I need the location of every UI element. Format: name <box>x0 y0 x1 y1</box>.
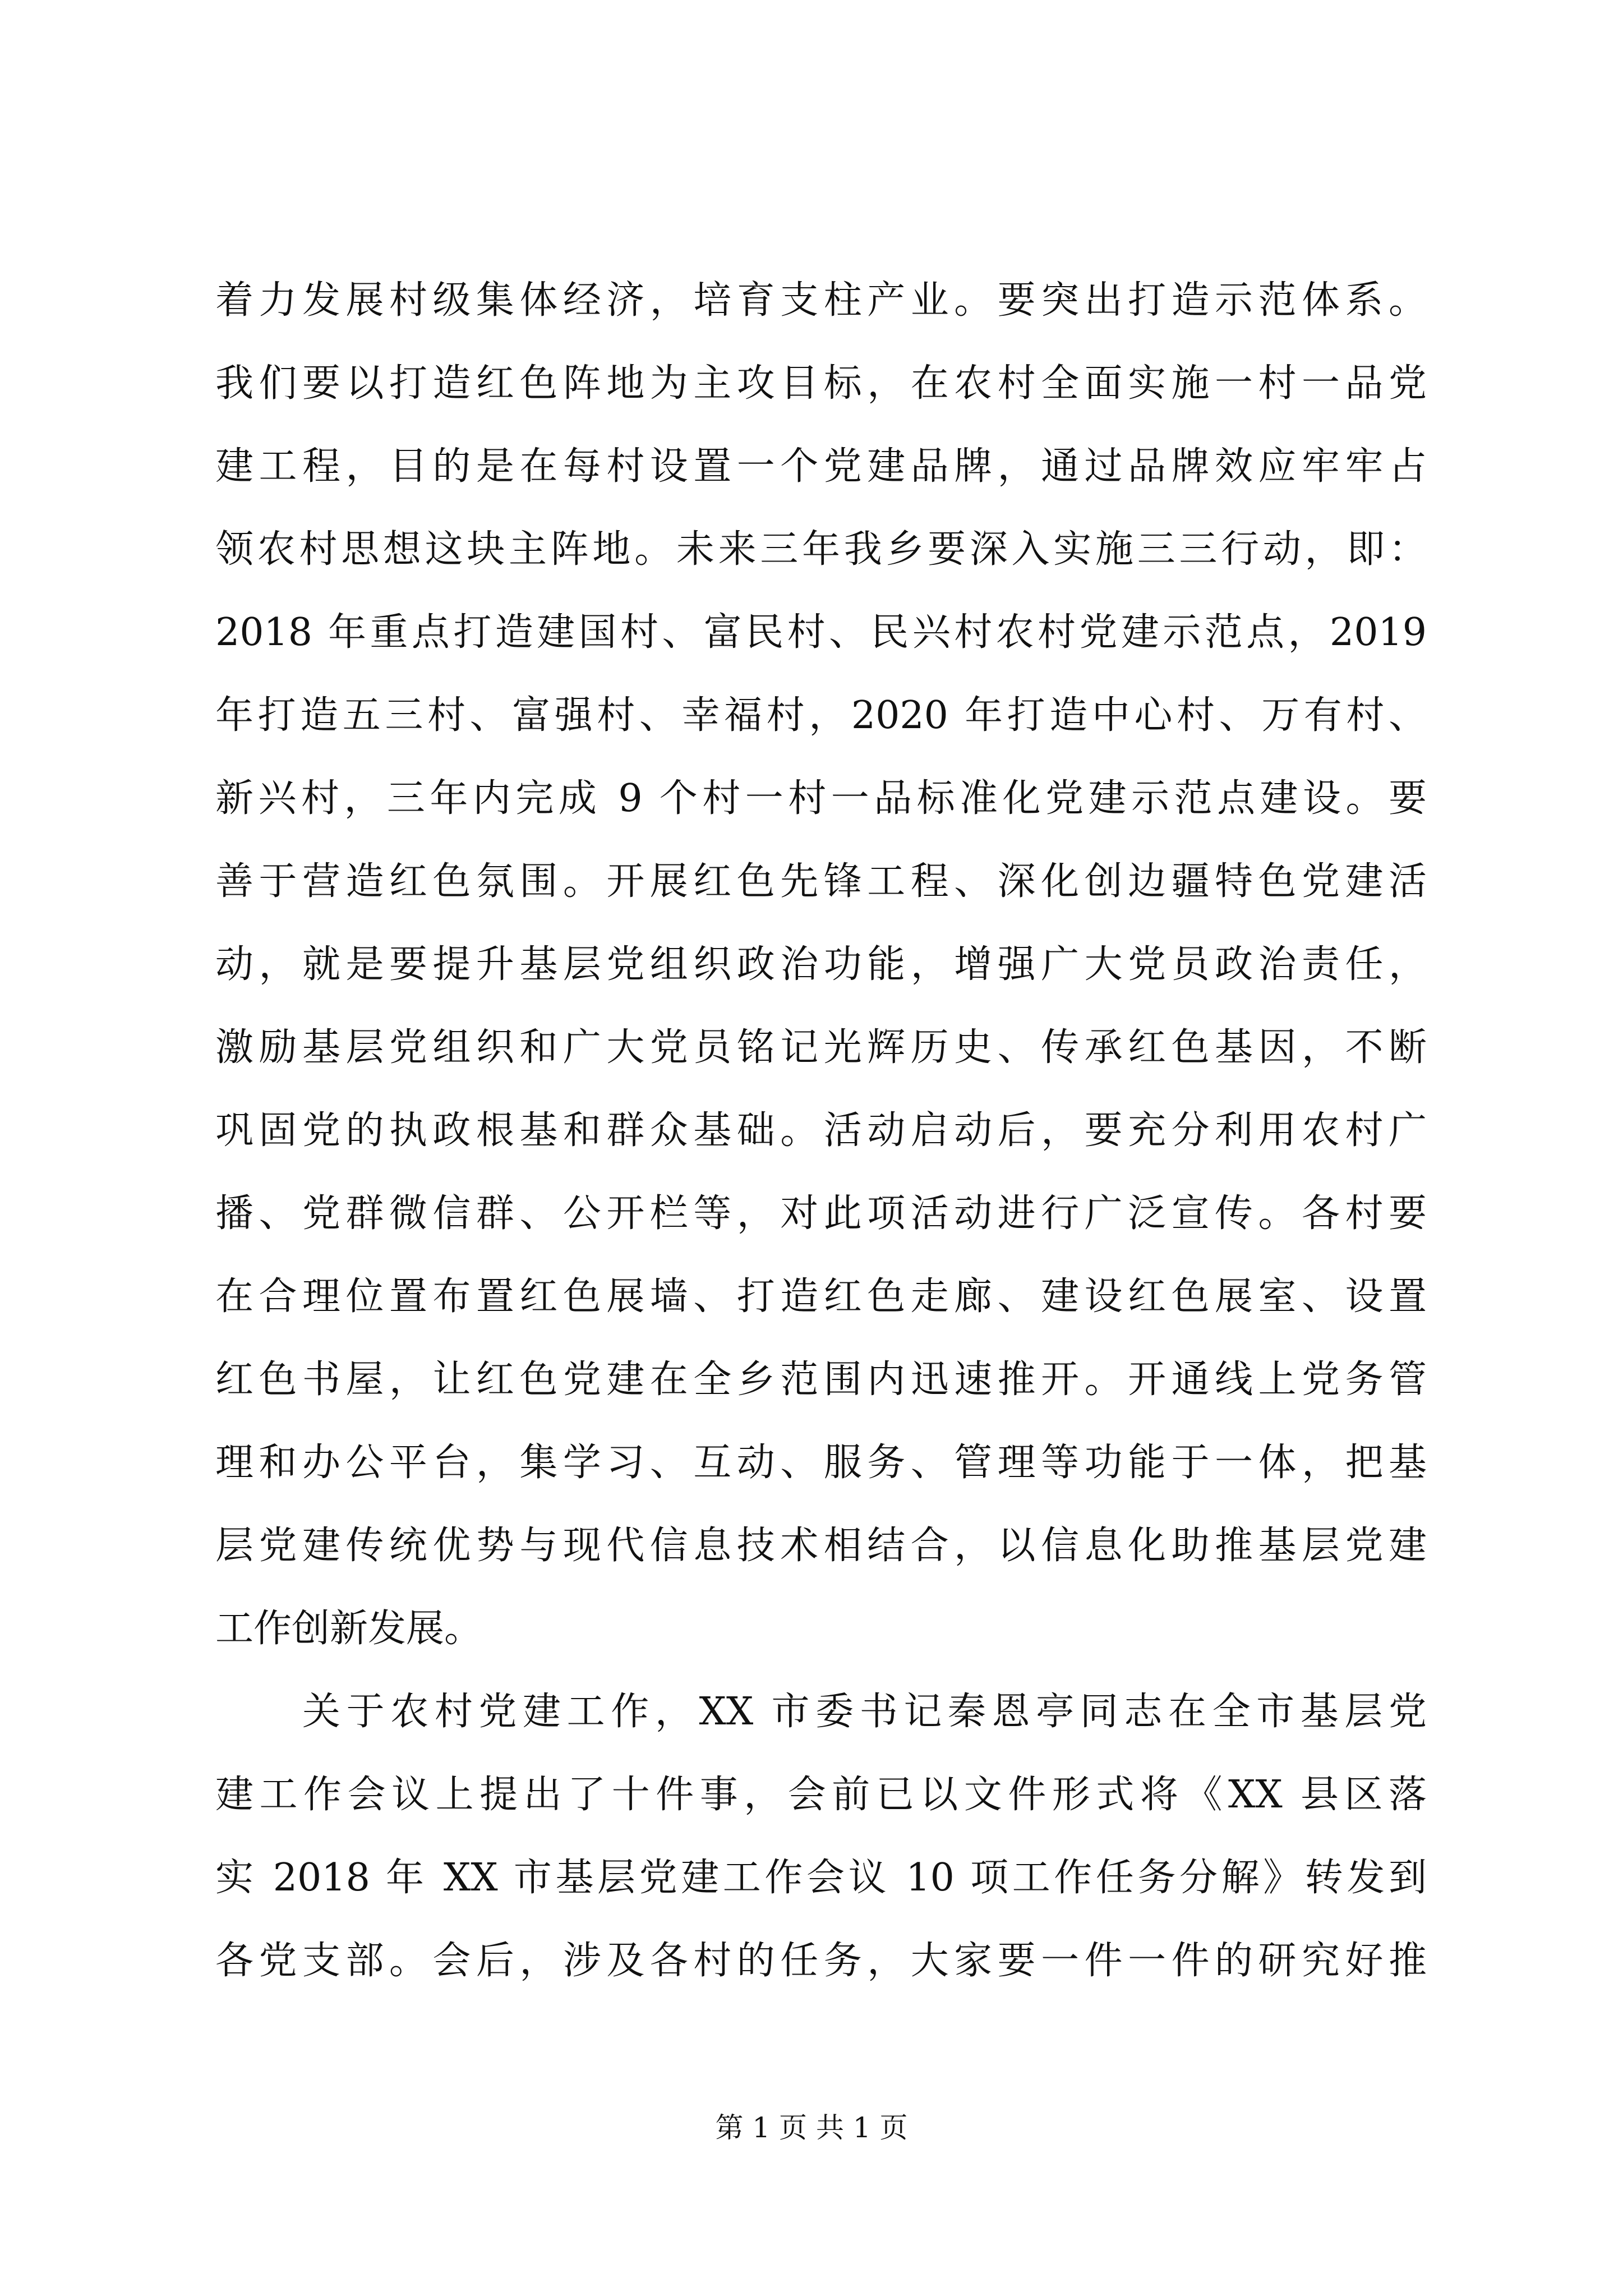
page-number-footer: 第 1 页 共 1 页 <box>715 2111 908 2144</box>
text-line: 建工作会议上提出了十件事，会前已以文件形式将《XX 县区落 <box>215 1773 1427 1817</box>
text-line: 层党建传统优势与现代信息技术相结合，以信息化助推基层党建 <box>215 1524 1427 1568</box>
text-line: 着力发展村级集体经济，培育支柱产业。要突出打造示范体系。 <box>215 278 1427 323</box>
text-line: 关于农村党建工作，XX 市委书记秦恩亭同志在全市基层党 <box>302 1690 1427 1734</box>
text-line: 激励基层党组织和广大党员铭记光辉历史、传承红色基因，不断 <box>215 1025 1427 1070</box>
text-line: 工作创新发展。 <box>215 1607 483 1651</box>
text-line: 红色书屋，让红色党建在全乡范围内迅速推开。开通线上党务管 <box>215 1358 1427 1402</box>
text-line: 2018 年重点打造建国村、富民村、民兴村农村党建示范点，2019 <box>215 610 1427 655</box>
document-body <box>215 259 1427 2003</box>
text-line: 善于营造红色氛围。开展红色先锋工程、深化创边疆特色党建活 <box>215 859 1427 904</box>
text-line: 动，就是要提升基层党组织政治功能，增强广大党员政治责任， <box>215 942 1427 987</box>
text-line: 巩固党的执政根基和群众基础。活动启动后，要充分利用农村广 <box>215 1108 1427 1153</box>
text-line: 年打造五三村、富强村、幸福村，2020 年打造中心村、万有村、 <box>215 693 1427 738</box>
text-line: 各党支部。会后，涉及各村的任务，大家要一件一件的研究好推 <box>215 1939 1427 1983</box>
text-line: 实 2018 年 XX 市基层党建工作会议 10 项工作任务分解》转发到 <box>215 1856 1427 1900</box>
paragraph-2 <box>215 1671 1427 2003</box>
text-line: 建工程，目的是在每村设置一个党建品牌，通过品牌效应牢牢占 <box>215 444 1427 489</box>
text-line: 理和办公平台，集学习、互动、服务、管理等功能于一体，把基 <box>215 1441 1427 1485</box>
paragraph-1 <box>215 259 1427 1671</box>
text-line: 我们要以打造红色阵地为主攻目标，在农村全面实施一村一品党 <box>215 361 1427 406</box>
text-line: 领农村思想这块主阵地。未来三年我乡要深入实施三三行动，即： <box>215 527 1427 572</box>
text-line: 播、党群微信群、公开栏等，对此项活动进行广泛宣传。各村要 <box>215 1191 1427 1236</box>
text-line: 新兴村，三年内完成 9 个村一村一品标准化党建示范点建设。要 <box>215 776 1427 821</box>
text-line: 在合理位置布置红色展墙、打造红色走廊、建设红色展室、设置 <box>215 1274 1427 1319</box>
